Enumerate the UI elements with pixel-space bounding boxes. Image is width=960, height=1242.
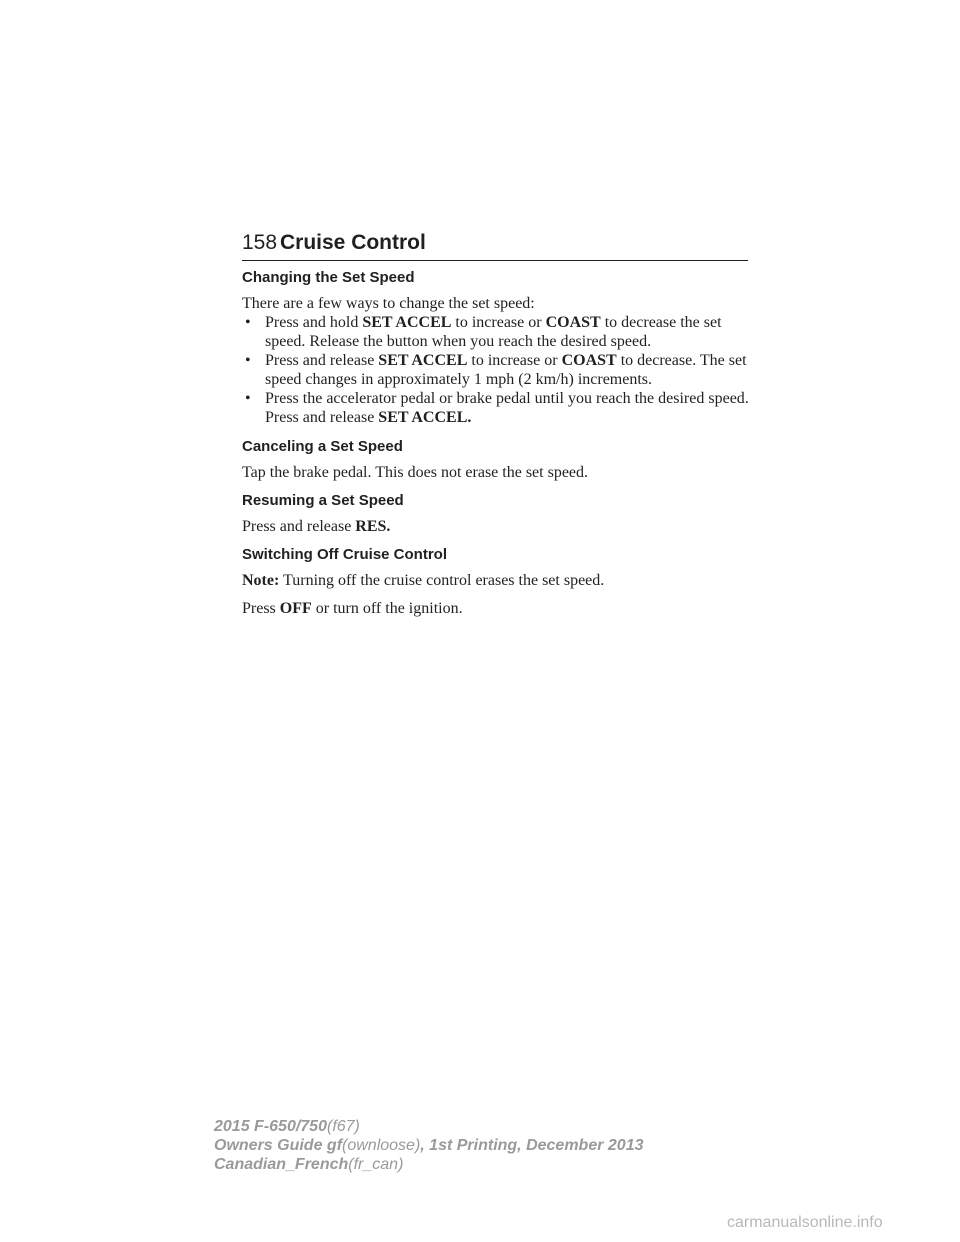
control-label: OFF [279,600,312,617]
list-item: • Press the accelerator pedal or brake pedal until you reach the desired speed. Press and release SET ACCEL. [245,390,749,426]
control-label: COAST [561,352,617,369]
changing-list [242,313,752,427]
switching-note: Note: Turning off the cruise control erases the set speed. [242,572,605,589]
note-label: Note: [242,572,280,589]
control-label: SET ACCEL [378,352,468,369]
watermark: carmanualsonline.info [727,1214,883,1231]
heading-changing-set-speed: Changing the Set Speed [242,269,415,286]
bullet-icon: • [245,314,251,331]
control-label: COAST [545,314,601,331]
list-item: • Press and release SET ACCEL to increase or COAST to decrease. The set speed changes in approximately 1 mph (2 km/h) increments. [245,352,747,388]
heading-resuming-set-speed: Resuming a Set Speed [242,492,404,509]
page-content [242,268,752,627]
canceling-text: Tap the brake pedal. This does not erase the set speed. [242,464,589,481]
control-label: SET ACCEL. [378,409,472,426]
chapter-title: Cruise Control [280,231,426,254]
control-label: RES. [355,518,391,535]
page-header [242,230,748,261]
footer-line-guide: Owners Guide gf(ownloose), 1st Printing, December 2013 [214,1137,644,1154]
resuming-text: Press and release RES. [242,518,391,535]
bullet-icon: • [245,390,251,407]
list-item: • Press and hold SET ACCEL to increase or COAST to decrease the set speed. Release the button when you reach the desired speed. [245,314,722,350]
print-info-footer [214,1117,643,1174]
heading-switching-off: Switching Off Cruise Control [242,546,447,563]
changing-intro: There are a few ways to change the set speed: [242,295,535,312]
bullet-icon: • [245,352,251,369]
control-label: SET ACCEL [362,314,452,331]
footer-line-language: Canadian_French(fr_can) [214,1156,404,1173]
footer-line-model: 2015 F-650/750(f67) [214,1118,360,1135]
heading-canceling-set-speed: Canceling a Set Speed [242,438,403,455]
switching-text: Press OFF or turn off the ignition. [242,600,463,617]
page-number: 158 [242,231,278,254]
